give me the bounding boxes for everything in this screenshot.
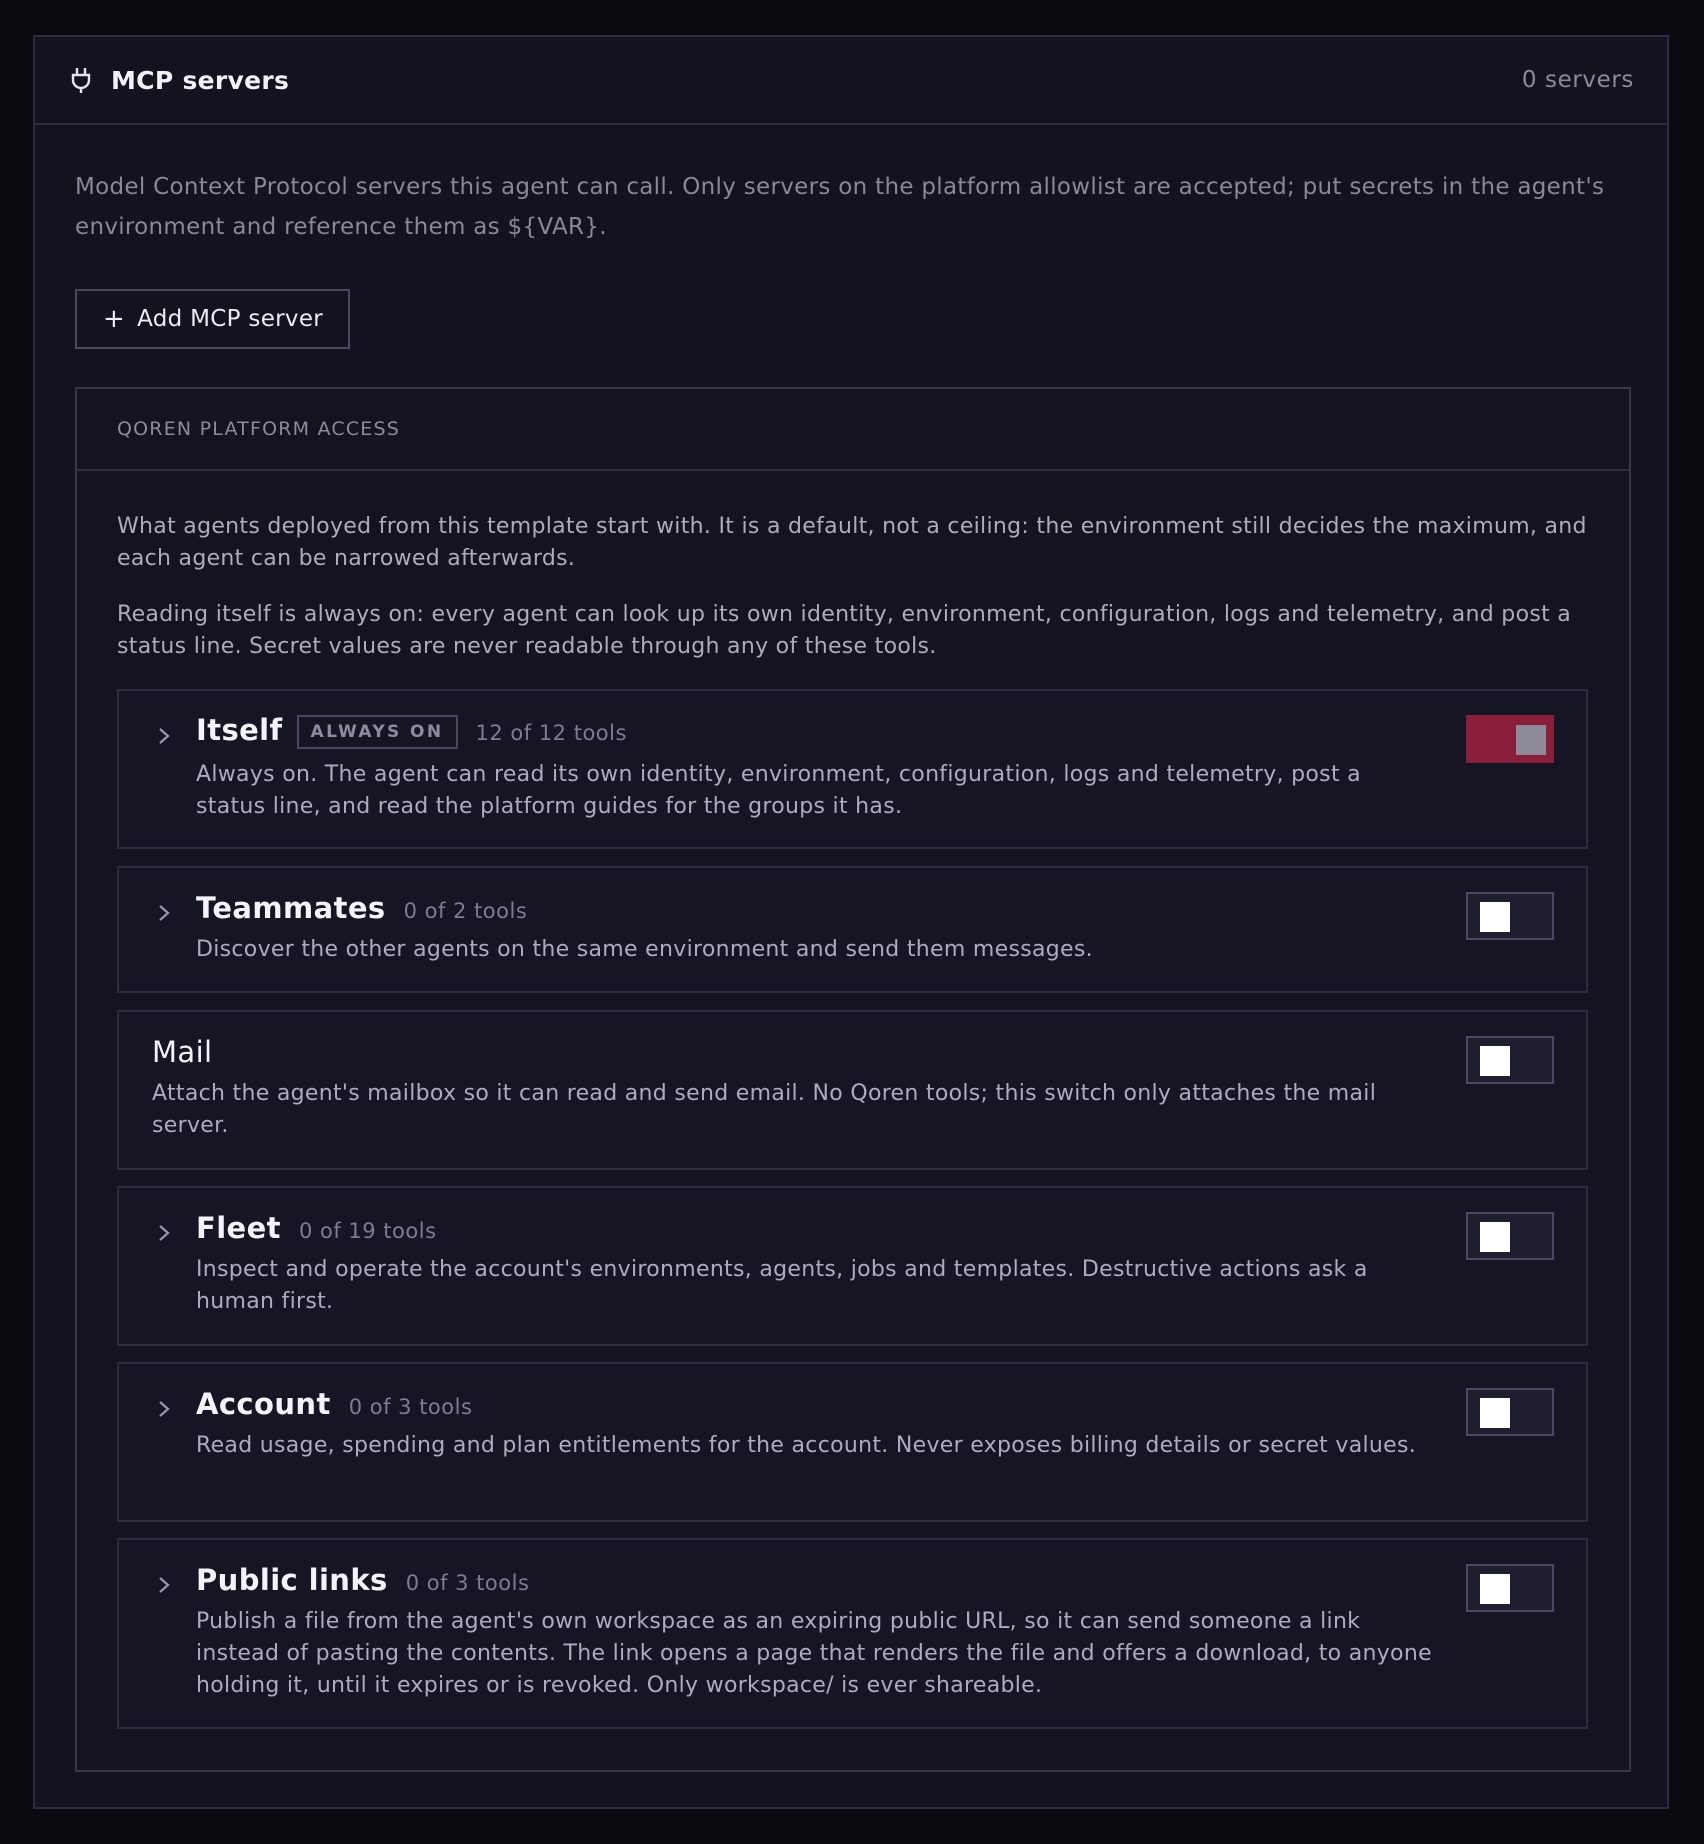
chevron-right-icon[interactable] [157, 1575, 171, 1595]
platform-access-section [75, 387, 1631, 1772]
mcp-servers-panel [33, 35, 1669, 1809]
account-toggle[interactable] [1466, 1388, 1554, 1436]
add-mcp-server-label: Add MCP server [137, 306, 324, 332]
group-fleet-header[interactable] [196, 1211, 437, 1245]
toggle-knob [1480, 1046, 1510, 1076]
tool-count: 0 of 3 tools [348, 1395, 473, 1419]
tool-count: 0 of 19 tools [298, 1219, 437, 1243]
itself-toggle[interactable] [1466, 715, 1554, 763]
chevron-right-icon[interactable] [157, 903, 171, 923]
group-account-header[interactable] [196, 1387, 472, 1421]
plus-icon: + [103, 304, 126, 334]
group-name: Teammates [196, 891, 386, 925]
tool-count: 12 of 12 tools [475, 721, 627, 745]
toggle-knob [1480, 1398, 1510, 1428]
group-description: Read usage, spending and plan entitlements for the account. Never exposes billing details or secret values. [196, 1433, 1417, 1458]
intro-text: Model Context Protocol servers this agent can call. Only servers on the platform allowlist are accepted; put secrets in the agent's environment and reference them as ${VAR}. [75, 174, 1605, 240]
group-name: Fleet [196, 1211, 281, 1245]
group-public-links-header[interactable] [196, 1563, 529, 1597]
chevron-right-icon[interactable] [157, 1223, 171, 1243]
group-mail-header [152, 1035, 213, 1069]
group-description: Inspect and operate the account's environments, agents, jobs and templates. Destructive actions ask a human first. [196, 1257, 1368, 1314]
toggle-knob [1516, 725, 1546, 755]
access-description-2: Reading itself is always on: every agent can look up its own identity, environment, configuration, logs and telemetry, and post a status line. Secret values are never readable through any of these tools. [117, 602, 1572, 659]
panel-title: MCP servers [111, 65, 290, 95]
group-description: Discover the other agents on the same environment and send them messages. [196, 937, 1093, 962]
group-description: Always on. The agent can read its own identity, environment, configuration, logs and telemetry, post a status line, and read the platform guides for the groups it has. [196, 762, 1361, 819]
plug-icon [71, 66, 91, 94]
group-name: Itself [196, 713, 283, 747]
group-teammates [117, 866, 1588, 993]
tool-count: 0 of 3 tools [405, 1571, 530, 1595]
fleet-toggle[interactable] [1466, 1212, 1554, 1260]
public-links-toggle[interactable] [1466, 1564, 1554, 1612]
panel-body [35, 167, 1667, 349]
group-itself-header[interactable] [196, 713, 627, 752]
group-name: Public links [196, 1563, 388, 1597]
always-on-badge: ALWAYS ON [297, 715, 458, 749]
mail-toggle[interactable] [1466, 1036, 1554, 1084]
group-name: Account [196, 1387, 331, 1421]
group-description: Attach the agent's mailbox so it can read and send email. No Qoren tools; this switch only attaches the mail server. [152, 1081, 1377, 1138]
platform-access-body [77, 511, 1629, 663]
group-mail [117, 1010, 1588, 1170]
group-fleet [117, 1186, 1588, 1346]
server-count: 0 servers [1521, 67, 1634, 93]
toggle-knob [1480, 1222, 1510, 1252]
chevron-right-icon[interactable] [157, 1399, 171, 1419]
group-account [117, 1362, 1588, 1522]
toggle-knob [1480, 902, 1510, 932]
add-mcp-server-button[interactable] [75, 289, 350, 349]
chevron-right-icon[interactable] [157, 726, 171, 746]
platform-access-heading: QOREN PLATFORM ACCESS [77, 389, 1629, 471]
group-teammates-header[interactable] [196, 891, 527, 925]
access-description-1: What agents deployed from this template start with. It is a default, not a ceiling: the environment still decides the maximum, and each agent can be narrowed afterwards. [117, 514, 1587, 571]
toggle-knob [1480, 1574, 1510, 1604]
group-description: Publish a file from the agent's own workspace as an expiring public URL, so it can send someone a link instead of pasting the contents. The link opens a page that renders the file and offers a download, to anyone holding it, until it expires or is revoked. Only workspace/ is ever shareable. [196, 1609, 1432, 1698]
teammates-toggle[interactable] [1466, 892, 1554, 940]
tool-count: 0 of 2 tools [403, 899, 528, 923]
panel-header [35, 37, 1667, 125]
group-name: Mail [152, 1035, 213, 1069]
group-itself [117, 689, 1588, 849]
group-public-links [117, 1538, 1588, 1729]
